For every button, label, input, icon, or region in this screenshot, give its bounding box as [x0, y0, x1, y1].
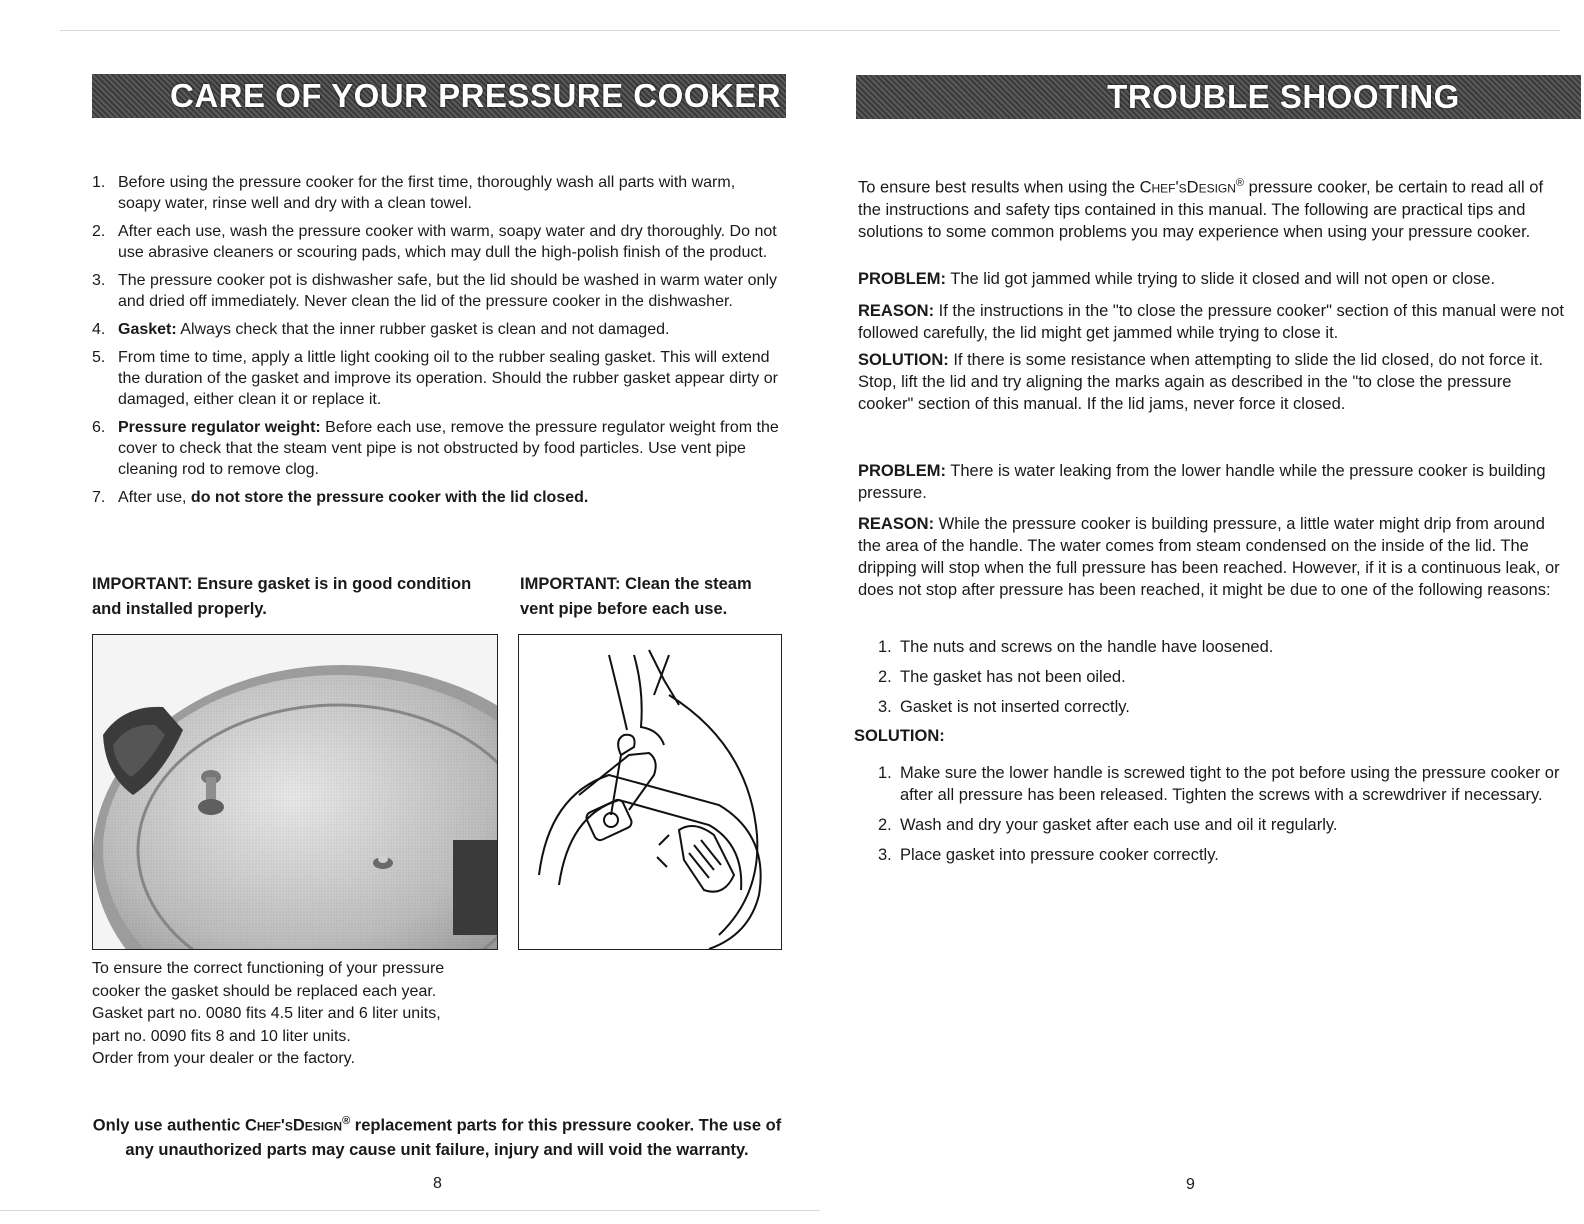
care-step	[92, 221, 782, 263]
list-item: 3. Gasket is not inserted correctly.	[878, 698, 1130, 716]
caption-line: cooker the gasket should be replaced each year.	[92, 982, 437, 1000]
list-item: 2. The gasket has not been oiled.	[878, 668, 1126, 686]
page-number-right: 9	[1186, 1176, 1195, 1193]
list-item: 3. Place gasket into pressure cooker correctly.	[878, 846, 1219, 864]
reasons-list	[878, 636, 1568, 726]
right-page	[830, 0, 1570, 1224]
care-step	[92, 347, 782, 410]
vent-cleaning-drawing	[519, 635, 781, 949]
step-number: 6.	[92, 419, 106, 436]
solutions-list	[878, 762, 1568, 874]
reason-2: REASON: While the pressure cooker is building pressure, a little water might drip from around the area of the handle. The water comes from steam condensed on the inside of the lid. The dripping will stop when the full pressure has been reached. However, if it is a continuous leak, or does not stop after pressure has been reached, it might be due to one of the following reasons:	[858, 515, 1560, 599]
caption-line: Order from your dealer or the factory.	[92, 1050, 355, 1067]
replacement-parts-warning: Only use authentic Chef'sDesign® replacement parts for this pressure cooker. The use of any unauthorized parts may cause unit failure, injury and will void the warranty.	[92, 1115, 782, 1159]
lid-illustration	[93, 635, 497, 949]
reason-1: REASON: If the instructions in the "to close the pressure cooker" section of this manual were not followed carefully, the lid might get jammed while trying to close it.	[858, 302, 1564, 342]
step-text: Before using the pressure cooker for the first time, thoroughly wash all parts with warm, soapy water, rinse well and dry with a clean towel.	[118, 174, 736, 212]
solution-1: SOLUTION: If there is some resistance when attempting to slide the lid closed, do not force it. Stop, lift the lid and try aligning the marks again as described in the "to close the pressure cooker" section of this manual. If the lid jams, never force it closed.	[858, 351, 1544, 413]
scan-artifact	[60, 30, 1560, 31]
caption-line: part no. 0090 fits 8 and 10 liter units.	[92, 1027, 351, 1045]
step-text: Gasket: Always check that the inner rubber gasket is clean and not damaged.	[118, 321, 670, 338]
step-text: After each use, wash the pressure cooker with warm, soapy water and dry thoroughly. Do not use abrasive cleaners or scouring pads, which may dull the high-polish finish of the product.	[118, 223, 777, 261]
list-item: 1. The nuts and screws on the handle have loosened.	[878, 638, 1274, 656]
gasket-caption	[92, 958, 502, 1071]
step-text: The pressure cooker pot is dishwasher safe, but the lid should be washed in warm water only and dried off immediately. Never clean the lid of the pressure cooker in the dishwasher.	[118, 272, 778, 310]
important-gasket-note: IMPORTANT: Ensure gasket is in good condition and installed properly.	[92, 575, 472, 618]
care-banner: CARE OF YOUR PRESSURE COOKER	[92, 74, 786, 118]
troubleshooting-banner: TROUBLE SHOOTING	[856, 75, 1581, 119]
step-text: Pressure regulator weight: Before each use, remove the pressure regulator weight from the cover to check that the steam vent pipe is not obstructed by food particles. Use vent pipe cleaning rod to remove clog.	[118, 419, 779, 478]
step-text: From time to time, apply a little light cooking oil to the rubber sealing gasket. This will extend the duration of the gasket and improve its operation. Should the rubber gasket appear dirty or damaged, either clean it or replace it.	[118, 349, 778, 408]
care-step	[92, 487, 782, 508]
care-step	[92, 417, 782, 480]
care-step	[92, 319, 782, 340]
lid-photo	[92, 634, 498, 950]
caption-line: Gasket part no. 0080 fits 4.5 liter and 6 liter units,	[92, 1005, 441, 1022]
caption-line: To ensure the correct functioning of your pressure	[92, 960, 445, 977]
brand-name: Chef'sDesign	[245, 1116, 343, 1135]
problem-2: PROBLEM: There is water leaking from the lower handle while the pressure cooker is building pressure.	[858, 462, 1546, 502]
step-number: 7.	[92, 489, 106, 506]
step-number: 3.	[92, 272, 106, 289]
vent-cleaning-illustration	[518, 634, 782, 950]
problem-1: PROBLEM: The lid got jammed while trying to slide it closed and will not open or close.	[858, 270, 1496, 288]
care-step	[92, 270, 782, 312]
step-number: 2.	[92, 223, 106, 240]
important-vent-note: IMPORTANT: Clean the steam vent pipe before each use.	[520, 575, 752, 618]
list-item: 2. Wash and dry your gasket after each use and oil it regularly.	[878, 816, 1338, 834]
step-number: 5.	[92, 349, 106, 366]
care-step	[92, 172, 782, 214]
solution-2-heading: SOLUTION:	[854, 727, 945, 745]
list-item: 1. Make sure the lower handle is screwed tight to the pot before using the pressure cooker or after all pressure has been released. Tighten the screws with a screwdriver if necessary.	[878, 764, 1560, 804]
troubleshooting-intro: To ensure best results when using the Chef'sDesign® pressure cooker, be certain to read all of the instructions and safety tips contained in this manual. The following are practical tips and solutions to some common problems you may experience when using your pressure cooker.	[858, 177, 1544, 241]
step-number: 1.	[92, 174, 106, 191]
page-number-left: 8	[433, 1175, 442, 1192]
care-steps-list	[92, 172, 782, 515]
scan-artifact	[0, 1210, 820, 1211]
step-number: 4.	[92, 321, 106, 338]
step-text: After use, do not store the pressure cooker with the lid closed.	[118, 489, 589, 506]
brand-name: Chef'sDesign	[1139, 178, 1236, 197]
